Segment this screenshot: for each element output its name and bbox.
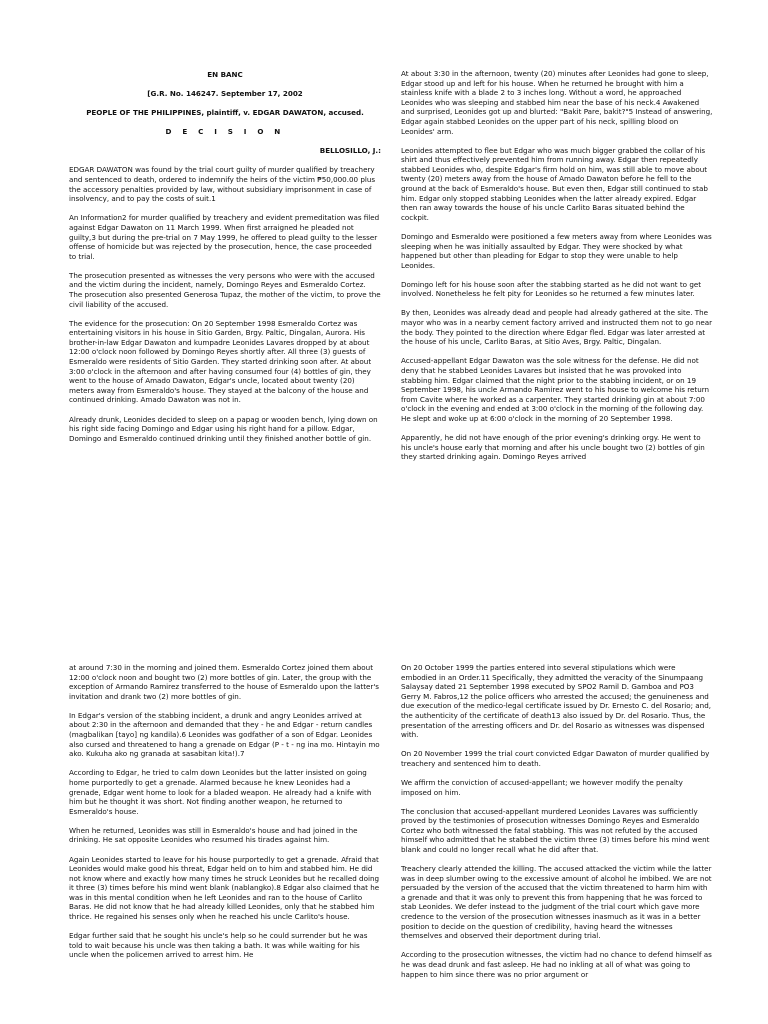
- case-number: [G.R. No. 146247. September 17, 2002: [147, 89, 303, 99]
- page-two-right-column: [401, 663, 713, 989]
- paragraph: Edgar further said that he sought his uncle's help so he could surrender but he was told to wait because his uncle was then taking a bath. It was while waiting for his uncle when the policemen arrived to arrest him. He: [69, 931, 368, 960]
- paragraph: By then, Leonides was already dead and people had already gathered at the site. The mayor who was in a nearby cement factory arrived and instructed them not to go near the body. They pointed to the direction where Edgar fled. Edgar was later arrested at the house of his uncle, Carlito Baras, at Sitio Aves, Brgy. Paltic, Dingalan.: [401, 308, 713, 347]
- paragraph: According to the prosecution witnesses, the victim had no chance to defend himself as he was dead drunk and fast asleep. He had no inkling at all of what was going to happen to him since there was no prior argument or: [401, 950, 712, 979]
- case-parties: PEOPLE OF THE PHILIPPINES, plaintiff, v. EDGAR DAWATON, accused.: [86, 108, 364, 118]
- paragraph: The evidence for the prosecution: On 20 September 1998 Esmeraldo Cortez was entertaining visitors in his house in Sitio Garden, Brgy. Paltic, Dingalan, Aurora. His brother-in-law Edgar Dawaton and kumpadre Leonides Lavares dropped by at about 12:00 o'clock noon followed by Domingo Reyes shortly after. All three (3) guests of Esmeraldo were residents of Sitio Garden. They started drinking soon after. At about 3:00 o'clock in the afternoon and after having consumed four (4) bottles of gin, they went to the house of Amado Dawaton, Edgar's uncle, located about twenty (20) meters away from Esmeraldo's house. They stayed at the balcony of the house and continued drinking. Amado Dawaton was not in.: [69, 318, 372, 405]
- paragraph: at around 7:30 in the morning and joined them. Esmeraldo Cortez joined them about 12:00 o'clock noon and bought two (2) more bottles of gin. Later, the group with the exception of Armando Ramirez transferred to the house of Esmeraldo upon the latter's invitation and drank two (2) more bottles of gin.: [69, 663, 380, 701]
- paragraph: In Edgar's version of the stabbing incident, a drunk and angry Leonides arrived at about 2:30 in the afternoon and demanded that they - he and Edgar - return candles (magbalikan [tayo] ng kandila).6 Leonides was godfather of a son of Edgar. Leonides also cursed and threatened to hang a grenade on Edgar (P - t - ng ina mo. Hintayin mo ako. Kukuha ako ng granada at sasabitan kita!).7: [69, 710, 380, 759]
- paragraph: On 20 November 1999 the trial court convicted Edgar Dawaton of murder qualified by treachery and sentenced him to death.: [401, 749, 710, 768]
- paragraph: An Information2 for murder qualified by treachery and evident premeditation was filed against Edgar Dawaton on 11 March 1999. When first arraigned he pleaded not guilty,3 but during the pre-trial on 7 May 1999, he offered to plead guilty to the lesser offense of homicide but was rejected by the prosecution, hence, the case proceeded to trial.: [69, 213, 380, 261]
- paragraph: When he returned, Leonides was still in Esmeraldo's house and had joined in the drinking. He sat opposite Leonides who resumed his tirades against him.: [69, 825, 358, 845]
- paragraph: The conclusion that accused-appellant murdered Leonides Lavares was sufficiently proved by the testimonies of prosecution witnesses Domingo Reyes and Esmeraldo Cortez who both witnessed the fatal stabbing. This was not refuted by the accused himself who admitted that he stabbed the victim three (3) times before his mind went blank and could no longer recall what he did after that.: [401, 806, 710, 854]
- paragraph: Again Leonides started to leave for his house purportedly to get a grenade. Afraid that Leonides would make good his threat, Edgar held on to him and stabbed him. He did not know where and exactly how many times he struck Leonides but he recalled doing it three (3) times before his mind went blank (nablangko).8 Edgar also claimed that he was in this mental condition when he left Leonides and ran to the house of Carlito Baras. He did not know that he had already killed Leonides, only that he stabbed him thrice. He regained his senses only when he reached his uncle Carlito's house.: [69, 854, 380, 922]
- paragraph: According to Edgar, he tried to calm down Leonides but the latter insisted on going home purportedly to get a grenade. Alarmed because he knew Leonides had a grenade, Edgar went home to look for a bladed weapon. He already had a knife with him but he thought it was short. Not finding another weapon, he returned to Esmeraldo's house.: [69, 768, 372, 816]
- paragraph: Leonides attempted to flee but Edgar who was much bigger grabbed the collar of his shirt and thus effectively prevented him from running away. Edgar then repeatedly stabbed Leonides who, despite Edgar's firm hold on him, was still able to move about twenty (20) meters away from the house of Amado Dawaton before he fell to the ground at the back of Esmeraldo's house. But even then, Edgar still continued to stab him. Edgar only stopped stabbing Leonides when the latter already expired. Edgar then ran away towards the house of his uncle Carlito Baras situated behind the cockpit.: [401, 145, 708, 222]
- paragraph: Apparently, he did not have enough of the prior evening's drinking orgy. He went to his uncle's house early that morning and after his uncle bought two (2) bottles of gin they started drinking again. Domingo Reyes arrived: [401, 433, 705, 462]
- court-division: EN BANC: [207, 70, 243, 79]
- page-two-left-column: [69, 663, 381, 969]
- paragraph: At about 3:30 in the afternoon, twenty (20) minutes after Leonides had gone to sleep, Edgar stood up and left for his house. When he returned he brought with him a stainless knife with a blade 2 to 3 inches long. Without a word, he approached Leonides who was sleeping and stabbed him near the base of his neck.4 Awakened and surprised, Leonides got up and blurted: "Bakit Pare, bakit?"5 Instead of answering, Edgar again stabbed Leonides on the upper part of his neck, spilling blood on Leonides' arm.: [401, 69, 713, 136]
- ponente: BELLOSILLO, J.:: [319, 146, 381, 156]
- paragraph: EDGAR DAWATON was found by the trial court guilty of murder qualified by treachery and sentenced to death, ordered to indemnify the heirs of the victim ₱50,000.00 plus the accessory penalties provided by law, without subsidiary imprisonment in case of insolvency, and to pay the costs of suit.1: [69, 165, 376, 204]
- paragraph: We affirm the conviction of accused-appellant; we however modify the penalty imposed on him.: [401, 777, 683, 797]
- decision-heading: D E C I S I O N: [165, 127, 285, 137]
- paragraph: Accused-appellant Edgar Dawaton was the sole witness for the defense. He did not deny that he stabbed Leonides Lavares but insisted that he was provoked into stabbing him. Edgar claimed that the night prior to the stabbing incident, or on 19 September 1998, his uncle Armando Ramirez went to his house to welcome his return from Cavite where he worked as a carpenter. They started drinking gin at about 7:00 o'clock in the evening and ended at 3:00 o'clock in the morning of the following day. He slept and woke up at 6:00 o'clock in the morning of 20 September 1998.: [401, 356, 710, 423]
- paragraph: Treachery clearly attended the killing. The accused attacked the victim while the latter was in deep slumber owing to the excessive amount of alcohol he imbibed. We are not persuaded by the version of the accused that the victim threatened to harm him with a grenade and that it was only to prevent this from happening that he was forced to stab Leonides. We defer instead to the judgment of the trial court which gave more credence to the version of the prosecution witnesses inasmuch as it was in a better position to decide on the question of credibility, having heard the witnesses themselves and observed their deportment during trial.: [401, 864, 712, 941]
- paragraph: The prosecution presented as witnesses the very persons who were with the accused and the victim during the incident, namely, Domingo Reyes and Esmeraldo Cortez. The prosecution also presented Generosa Tupaz, the mother of the victim, to prove the civil liability of the accused.: [69, 270, 381, 309]
- paragraph: Domingo and Esmeraldo were positioned a few meters away from where Leonides was sleeping when he was initially assaulted by Edgar. They were shocked by what happened but other than pleading for Edgar to stop they were unable to help Leonides.: [401, 231, 712, 270]
- paragraph: On 20 October 1999 the parties entered into several stipulations which were embodied in an Order.11 Specifically, they admitted the veracity of the Sinumpaang Salaysay dated 21 September 1998 executed by SPO2 Ramil D. Gamboa and PO3 Gerry M. Fabros,12 the police officers who arrested the accused; the genuineness and due execution of the medico-legal certificate issued by Dr. Ernesto C. del Rosario; and, the authenticity of the certificate of death13 also issued by Dr. del Rosario. Thus, the presentation of the arresting officers and Dr. del Rosario as witnesses was dispensed with.: [401, 663, 712, 740]
- page-one-right-column: [401, 69, 713, 471]
- paragraph: Already drunk, Leonides decided to sleep on a papag or wooden bench, lying down on his right side facing Domingo and Edgar using his right hand for a pillow. Edgar, Domingo and Esmeraldo continued drinking until they finished another bottle of gin.: [69, 414, 378, 443]
- page-one-left-column: [69, 70, 381, 453]
- paragraph: Domingo left for his house soon after the stabbing started as he did not want to get involved. Nonetheless he felt pity for Leonides so he returned a few minutes later.: [401, 279, 702, 299]
